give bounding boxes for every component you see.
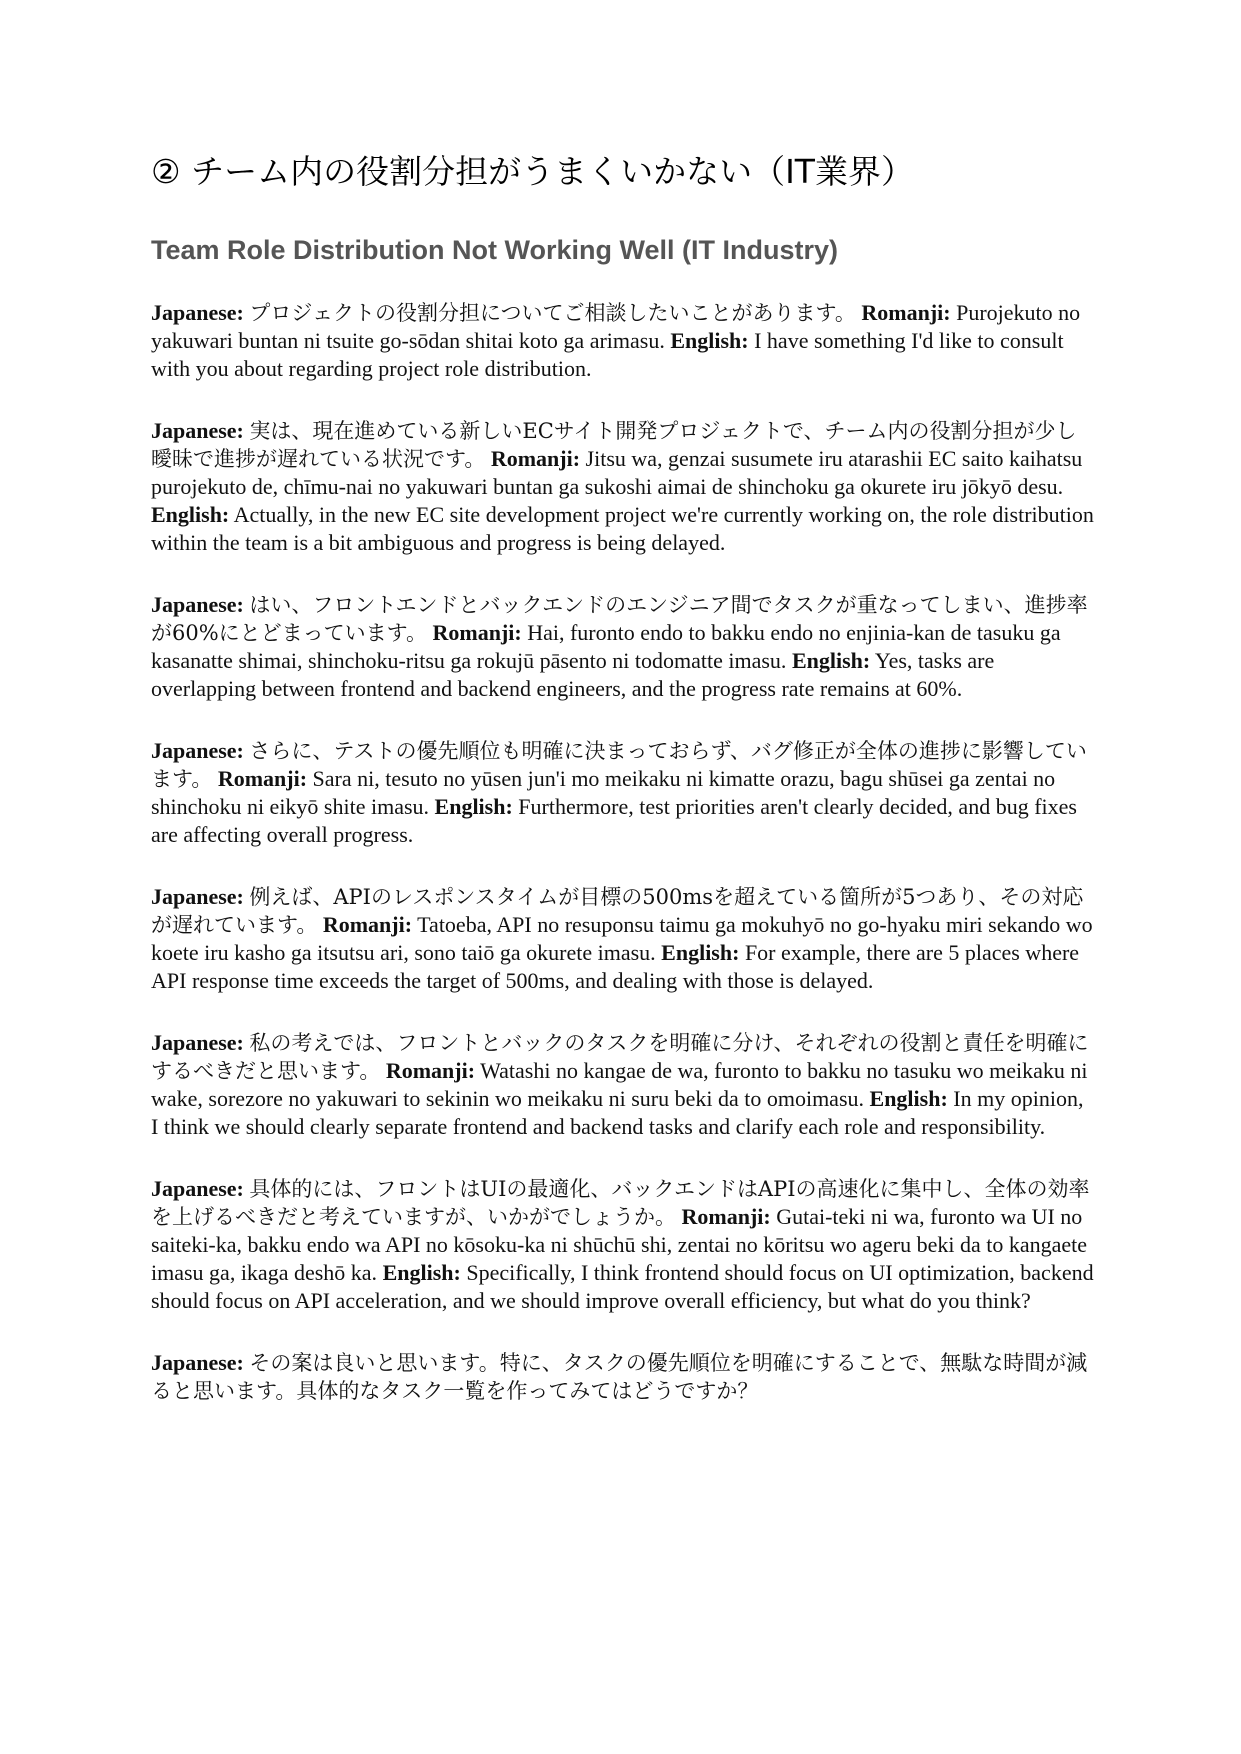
romanji-text: Jitsu wa, genzai susumete iru atarashii EC saito kaihatsu purojekuto de, chīmu-nai no yakuwari buntan ga sukoshi aimai de shinchoku ga okurete iru jōkyō desu. [151, 446, 1083, 499]
dialogue-entry [151, 1029, 1096, 1141]
dialogue-entries [151, 299, 1096, 1439]
dialogue-entry [151, 591, 1096, 703]
dialogue-entry [151, 1349, 1096, 1405]
page-subtitle: Team Role Distribution Not Working Well (IT Industry) [151, 235, 839, 265]
english-text: I have something I'd like to consult with you about regarding project role distribution. [151, 328, 1064, 381]
english-text: Actually, in the new EC site development project we're currently working on, the role distribution within the team is a bit ambiguous and progress is being delayed. [151, 502, 1094, 555]
english-label: English: [151, 502, 230, 527]
english-label: English: [434, 794, 513, 819]
japanese-label: Japanese: [151, 592, 244, 617]
romanji-text: Gutai-teki ni wa, furonto wa UI no saiteki-ka, bakku endo wa API no kōsoku-ka ni shūchū shi, zentai no kōritsu wo ageru beki da to kangaete imasu ga, ikaga deshō ka. [151, 1204, 1087, 1285]
page-title: ② チーム内の役割分担がうまくいかない（IT業界） [151, 152, 914, 191]
japanese-label: Japanese: [151, 1030, 244, 1055]
english-text: For example, there are 5 places where API response time exceeds the target of 500ms, and dealing with those is delayed. [151, 940, 1080, 993]
english-label: English: [670, 328, 749, 353]
dialogue-entry [151, 1175, 1096, 1315]
japanese-label: Japanese: [151, 1350, 244, 1375]
romanji-label: Romanji: [217, 766, 308, 791]
japanese-text: その案は良いと思います。特に、タスクの優先順位を明確にすることで、無駄な時間が減ると思います。具体的なタスク一覧を作ってみてはどうですか？ [151, 1351, 1088, 1403]
japanese-label: Japanese: [151, 300, 244, 325]
japanese-label: Japanese: [151, 884, 244, 909]
dialogue-entry [151, 417, 1096, 557]
romanji-label: Romanji: [322, 912, 413, 937]
japanese-text: 具体的には、フロントはUIの最適化、バックエンドはAPIの高速化に集中し、全体の効率を上げるべきだと考えていますが、いかがでしょうか。 [151, 1177, 1090, 1229]
dialogue-entry [151, 737, 1096, 849]
japanese-text: 実は、現在進めている新しいECサイト開発プロジェクトで、チーム内の役割分担が少し曖昧で進捗が遅れている状況です。 [151, 419, 1077, 471]
japanese-text: プロジェクトの役割分担についてご相談したいことがあります。 [249, 301, 856, 325]
romanji-label: Romanji: [861, 300, 951, 325]
japanese-label: Japanese: [151, 738, 244, 763]
english-text: Specifically, I think frontend should focus on UI optimization, backend should focus on API acceleration, and we should improve overall efficiency, but what do you think? [151, 1260, 1094, 1313]
dialogue-entry [151, 883, 1096, 995]
romanji-text: Tatoeba, API no resuponsu taimu ga mokuhyō no go-hyaku miri sekando wo koete iru kasho ga itsutsu ari, sono taiō ga okurete imasu. [151, 912, 1093, 965]
english-text: In my opinion, I think we should clearly separate frontend and backend tasks and clarify each role and responsibility. [151, 1086, 1084, 1139]
romanji-text: Hai, furonto endo to bakku endo no enjinia-kan de tasuku ga kasanatte shimai, shinchoku-ritsu ga rokujū pāsento ni todomatte imasu. [151, 620, 1061, 673]
english-text: Yes, tasks are overlapping between frontend and backend engineers, and the progress rate remains at 60%. [151, 648, 995, 701]
romanji-label: Romanji: [681, 1204, 771, 1229]
english-text: Furthermore, test priorities aren't clearly decided, and bug fixes are affecting overall progress. [151, 794, 1077, 847]
romanji-text: Sara ni, tesuto no yūsen jun'i mo meikaku ni kimatte orazu, bagu shūsei ga zentai no shinchoku ni eikyō shite imasu. [151, 766, 1056, 819]
romanji-label: Romanji: [432, 620, 522, 645]
romanji-label: Romanji: [385, 1058, 476, 1083]
english-label: English: [791, 648, 871, 673]
document-page [151, 150, 1096, 1403]
japanese-text: さらに、テストの優先順位も明確に決まっておらず、バグ修正が全体の進捗に影響しています。 [151, 739, 1087, 791]
english-label: English: [661, 940, 740, 965]
japanese-text: 私の考えでは、フロントとバックのタスクを明確に分け、それぞれの役割と責任を明確にするべきだと思います。 [151, 1031, 1089, 1083]
english-label: English: [382, 1260, 461, 1285]
dialogue-entry [151, 299, 1096, 383]
romanji-text: Watashi no kangae de wa, furonto to bakku no tasuku wo meikaku ni wake, sorezore no yakuwari to sekinin wo meikaku ni suru beki da to omoimasu. [151, 1058, 1088, 1111]
japanese-label: Japanese: [151, 1176, 244, 1201]
japanese-text: はい、フロントエンドとバックエンドのエンジニア間でタスクが重なってしまい、進捗率が60%にとどまっています。 [151, 593, 1088, 645]
romanji-text: Purojekuto no yakuwari buntan ni tsuite go-sōdan shitai koto ga arimasu. [151, 300, 1081, 353]
english-label: English: [869, 1086, 948, 1111]
japanese-text: 例えば、APIのレスポンスタイムが目標の500msを超えている箇所が5つあり、その対応が遅れています。 [151, 885, 1084, 937]
romanji-label: Romanji: [490, 446, 581, 471]
japanese-label: Japanese: [151, 418, 244, 443]
